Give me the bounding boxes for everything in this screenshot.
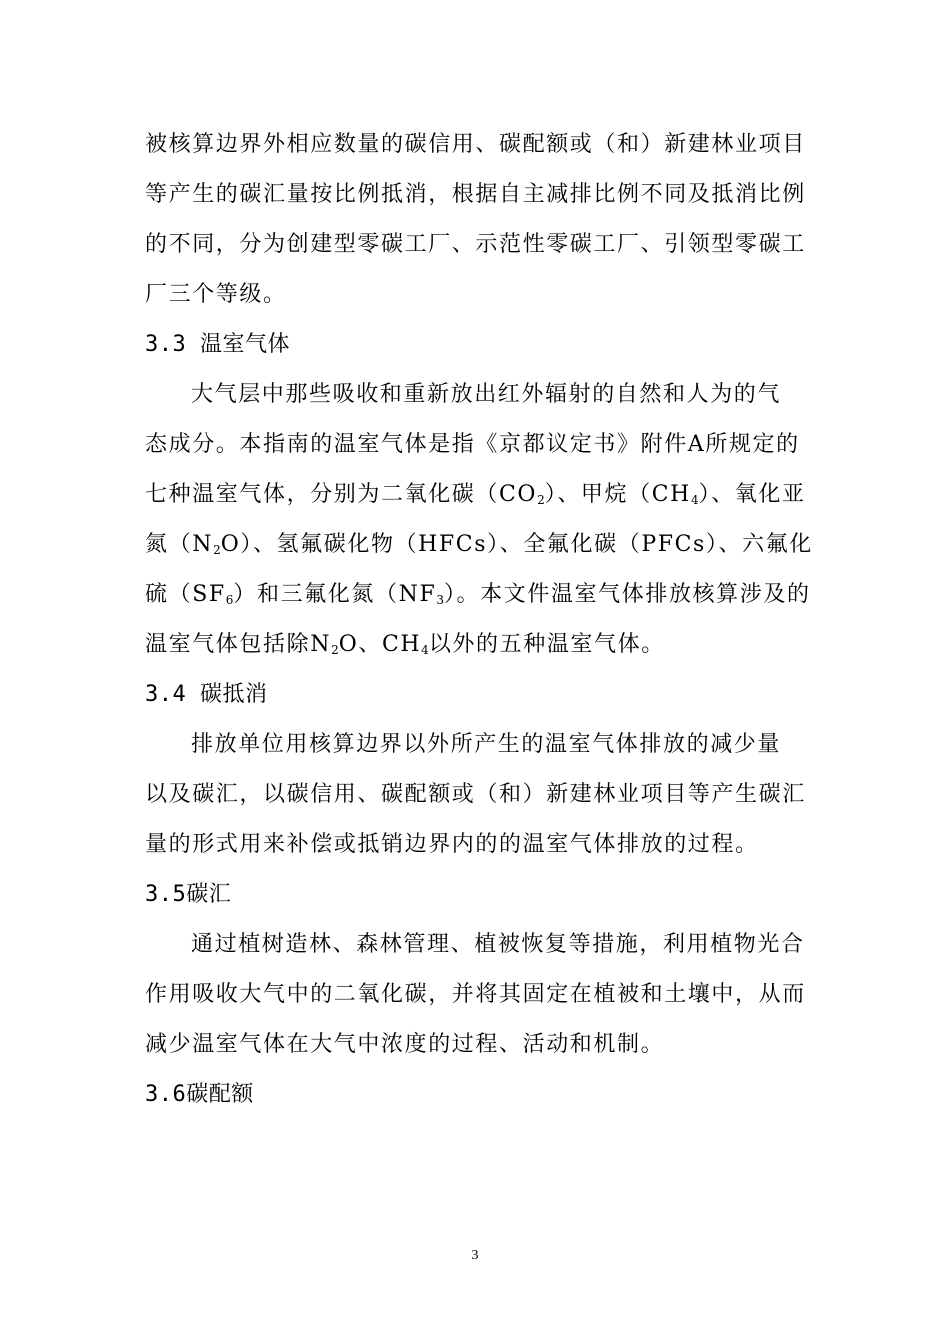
text-run: ）、甲烷（CH [544, 482, 691, 507]
text-run: ）。本文件温室气体排放核算涉及的 [443, 582, 811, 607]
paragraph-line: 减少温室气体在大气中浓度的过程、活动和机制。 [145, 1032, 665, 1057]
text-run: 七种温室气体，分别为二氧化碳（CO [145, 482, 538, 507]
subscript: 2 [331, 643, 339, 657]
text-run: ）和三氟化氮（NF [233, 582, 437, 607]
text-run: O）、氢氟碳化物（HFCs）、全氟化碳（PFCs）、六氟化 [220, 532, 813, 557]
subscript: 2 [213, 543, 221, 557]
subscript: 3 [436, 593, 444, 607]
section-heading-3-6: 3.6碳配额 [145, 1082, 254, 1107]
paragraph-line [145, 570, 810, 620]
section-number: 3.3 [145, 332, 187, 357]
section-heading-3-5: 3.5碳汇 [145, 882, 232, 907]
subscript: 4 [690, 493, 699, 507]
text-run: 温室气体包括除N [145, 632, 332, 657]
paragraph-line: 量的形式用来补偿或抵销边界内的的温室气体排放的过程。 [145, 832, 759, 857]
paragraph-line: 等产生的碳汇量按比例抵消，根据自主减排比例不同及抵消比例 [145, 182, 806, 207]
subscript: 4 [421, 643, 429, 657]
paragraph-line: 作用吸收大气中的二氧化碳，并将其固定在植被和土壤中，从而 [145, 982, 806, 1007]
text-run: 氮（N [145, 532, 214, 557]
section-title: 温室气体 [200, 332, 291, 357]
paragraph-line [145, 620, 810, 670]
paragraph-line: 排放单位用核算边界以外所产生的温室气体排放的减少量 [191, 732, 782, 757]
document-body [145, 120, 813, 1120]
paragraph-line: 通过植树造林、森林管理、植被恢复等措施，利用植物光合 [191, 932, 805, 957]
text-run: 以外的五种温室气体。 [428, 632, 665, 657]
page-number: 3 [471, 1248, 479, 1263]
paragraph-line: 被核算边界外相应数量的碳信用、碳配额或（和）新建林业项目 [145, 132, 806, 157]
paragraph-line: 态成分。本指南的温室气体是指《京都议定书》附件A所规定的 [145, 432, 800, 457]
paragraph-line [145, 470, 810, 520]
section-heading-3-3 [145, 320, 810, 370]
section-heading-3-4: 3.4 碳抵消 [145, 682, 268, 707]
subscript: 6 [225, 593, 234, 607]
paragraph-line: 厂三个等级。 [145, 282, 287, 307]
paragraph-line [145, 520, 813, 570]
paragraph-line: 以及碳汇，以碳信用、碳配额或（和）新建林业项目等产生碳汇 [145, 782, 806, 807]
text-run: O、CH [338, 632, 422, 657]
text-run: ）、氧化亚 [698, 482, 806, 507]
text-run: 硫（SF [145, 582, 226, 607]
subscript: 2 [537, 493, 545, 507]
paragraph-line: 的不同，分为创建型零碳工厂、示范性零碳工厂、引领型零碳工 [145, 232, 806, 257]
paragraph-line: 大气层中那些吸收和重新放出红外辐射的自然和人为的气 [191, 382, 782, 407]
